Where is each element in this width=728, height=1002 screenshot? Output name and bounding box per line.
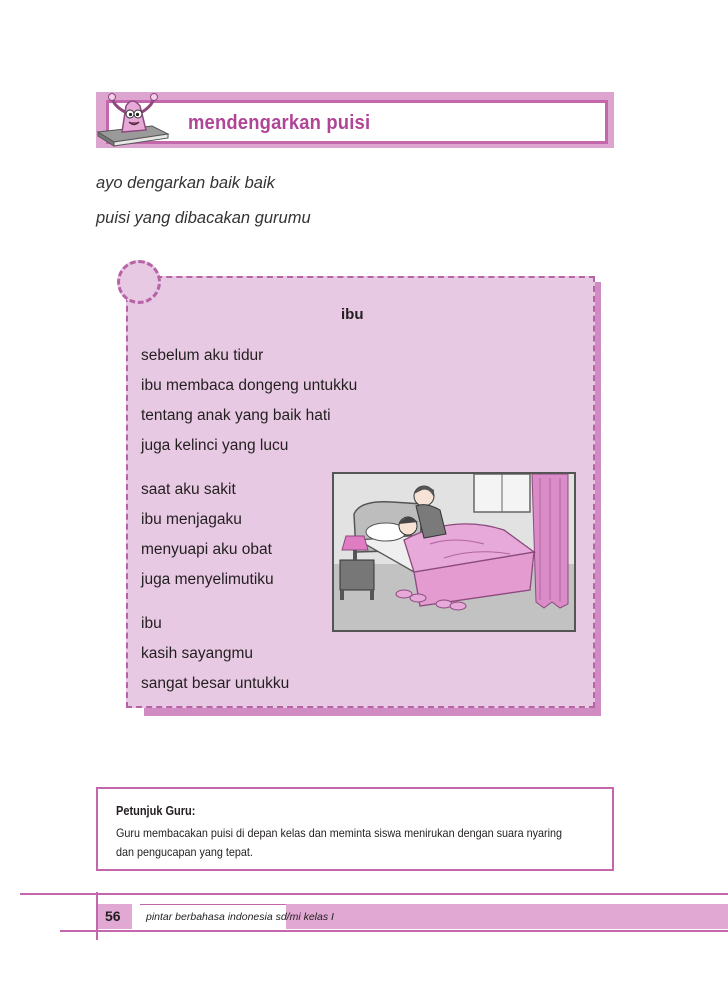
poem-line: sebelum aku tidur xyxy=(141,347,264,364)
intro-line-1: ayo dengarkan baik baik xyxy=(96,174,275,192)
poem-line: sangat besar untukku xyxy=(141,675,290,692)
teacher-note-line-1: Guru membacakan puisi di depan kelas dan meminta siswa menirukan dengan suara nyaring xyxy=(116,826,563,840)
book-title: pintar berbahasa indonesia sd/mi kelas I xyxy=(146,911,334,923)
poem-box-corner-circle xyxy=(117,260,161,304)
poem-line: menyuapi aku obat xyxy=(141,541,272,558)
poem-line: ibu menjagaku xyxy=(141,511,242,528)
poem-line: tentang anak yang baik hati xyxy=(141,407,331,424)
footer-rule-bottom xyxy=(60,930,728,932)
page-number: 56 xyxy=(105,908,121,924)
mother-child-bed-image xyxy=(334,474,574,630)
footer-rule-top xyxy=(20,893,728,895)
intro-line-2: puisi yang dibacakan gurumu xyxy=(96,209,311,227)
poem-title: ibu xyxy=(341,306,364,323)
book-mascot-icon xyxy=(94,88,176,148)
section-title: mendengarkan puisi xyxy=(188,112,371,134)
bedroom-illustration xyxy=(332,472,576,632)
teacher-note-line-2: dan pengucapan yang tepat. xyxy=(116,845,253,859)
footer-vertical-rule xyxy=(96,892,98,940)
poem-line: juga menyelimutiku xyxy=(141,571,274,588)
teacher-note-title: Petunjuk Guru: xyxy=(116,804,196,818)
poem-line: ibu xyxy=(141,615,162,632)
footer-title-rule xyxy=(140,904,286,905)
poem-line: kasih sayangmu xyxy=(141,645,254,662)
poem-line: saat aku sakit xyxy=(141,481,236,498)
poem-line: juga kelinci yang lucu xyxy=(141,437,289,454)
poem-line: ibu membaca dongeng untukku xyxy=(141,377,358,394)
